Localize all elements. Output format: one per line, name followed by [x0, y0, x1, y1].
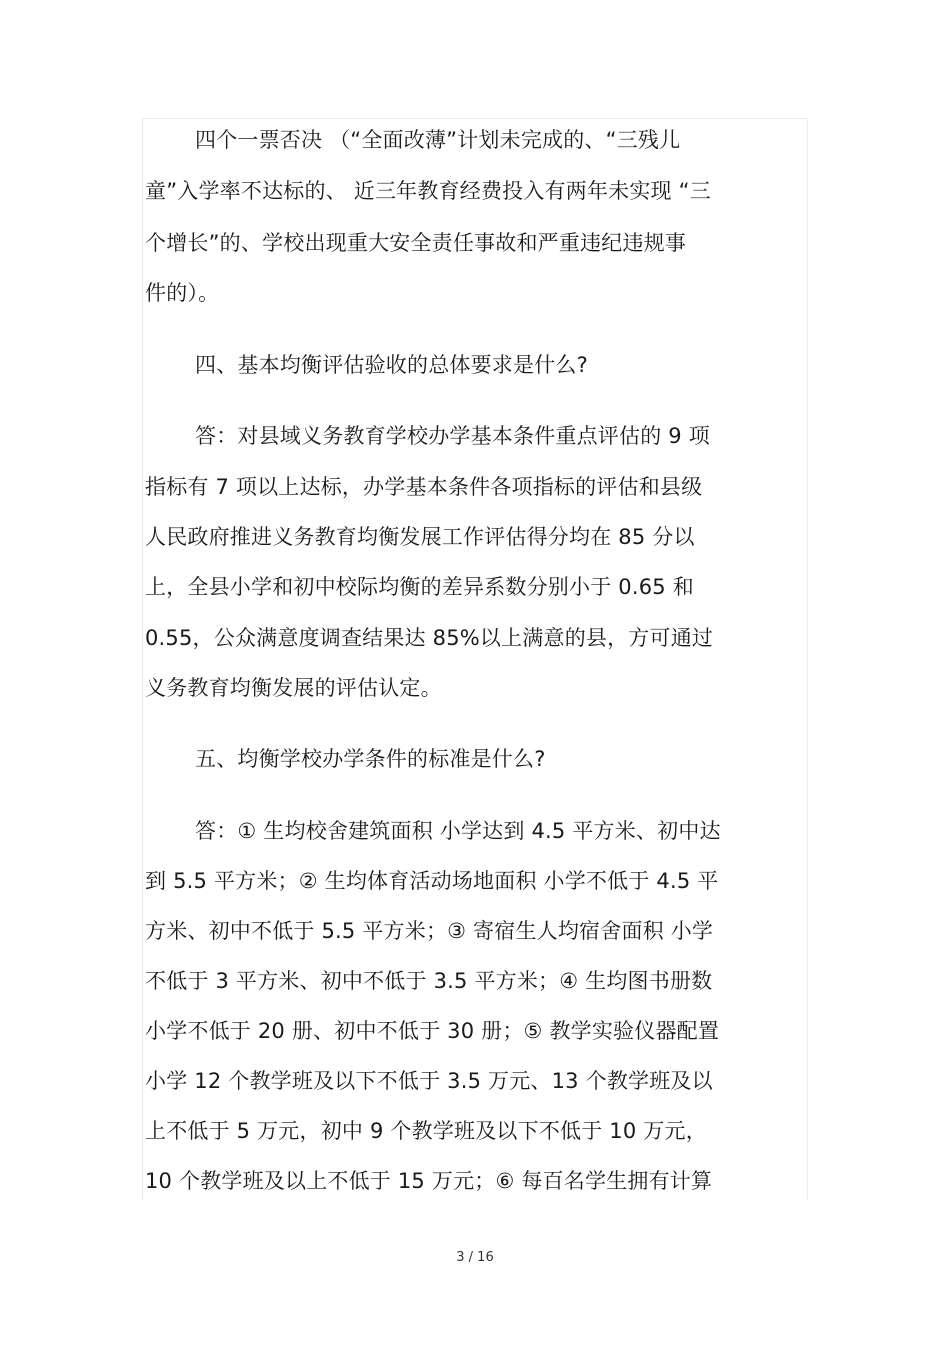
text-line: 四个一票否决 （“全面改薄”计划未完成的、“三残儿	[195, 128, 681, 152]
text-line: 答：对县域义务教育学校办学基本条件重点评估的 9 项	[195, 424, 710, 448]
text-line: 10 个教学班及以上不低于 15 万元；⑥ 每百名学生拥有计算	[145, 1169, 713, 1193]
text-line: 上，全县小学和初中校际均衡的差异系数分别小于 0.65 和	[145, 575, 694, 599]
text-line: 童”入学率不达标的、 近三年教育经费投入有两年未实现 “三	[145, 179, 711, 203]
section-heading: 四、基本均衡评估验收的总体要求是什么?	[195, 353, 588, 377]
text-line: 个增长”的、学校出现重大安全责任事故和严重违纪违规事	[145, 231, 687, 255]
text-line: 上不低于 5 万元，初中 9 个教学班及以下不低于 10 万元，	[145, 1119, 707, 1143]
text-line: 人民政府推进义务教育均衡发展工作评估得分均在 85 分以	[145, 525, 695, 549]
text-line: 指标有 7 项以上达标，办学基本条件各项指标的评估和县级	[145, 475, 703, 499]
text-line: 小学不低于 20 册、初中不低于 30 册；⑤ 教学实验仪器配置	[145, 1019, 720, 1043]
text-line: 件的）。	[145, 281, 220, 305]
text-line: 答：① 生均校舍建筑面积 小学达到 4.5 平方米、初中达	[195, 819, 721, 843]
page-number: 3 / 16	[456, 1250, 494, 1265]
text-line: 0.55，公众满意度调查结果达 85%以上满意的县，方可通过	[145, 626, 714, 650]
text-line: 方米、初中不低于 5.5 平方米；③ 寄宿生人均宿舍面积 小学	[145, 919, 714, 943]
text-line: 到 5.5 平方米；② 生均体育活动场地面积 小学不低于 4.5 平	[145, 869, 719, 893]
section-heading: 五、均衡学校办学条件的标准是什么?	[195, 747, 546, 771]
text-line: 不低于 3 平方米、初中不低于 3.5 平方米；④ 生均图书册数	[145, 969, 713, 993]
text-line: 义务教育均衡发展的评估认定。	[145, 676, 442, 700]
text-line: 小学 12 个教学班及以下不低于 3.5 万元、13 个教学班及以	[145, 1069, 713, 1093]
